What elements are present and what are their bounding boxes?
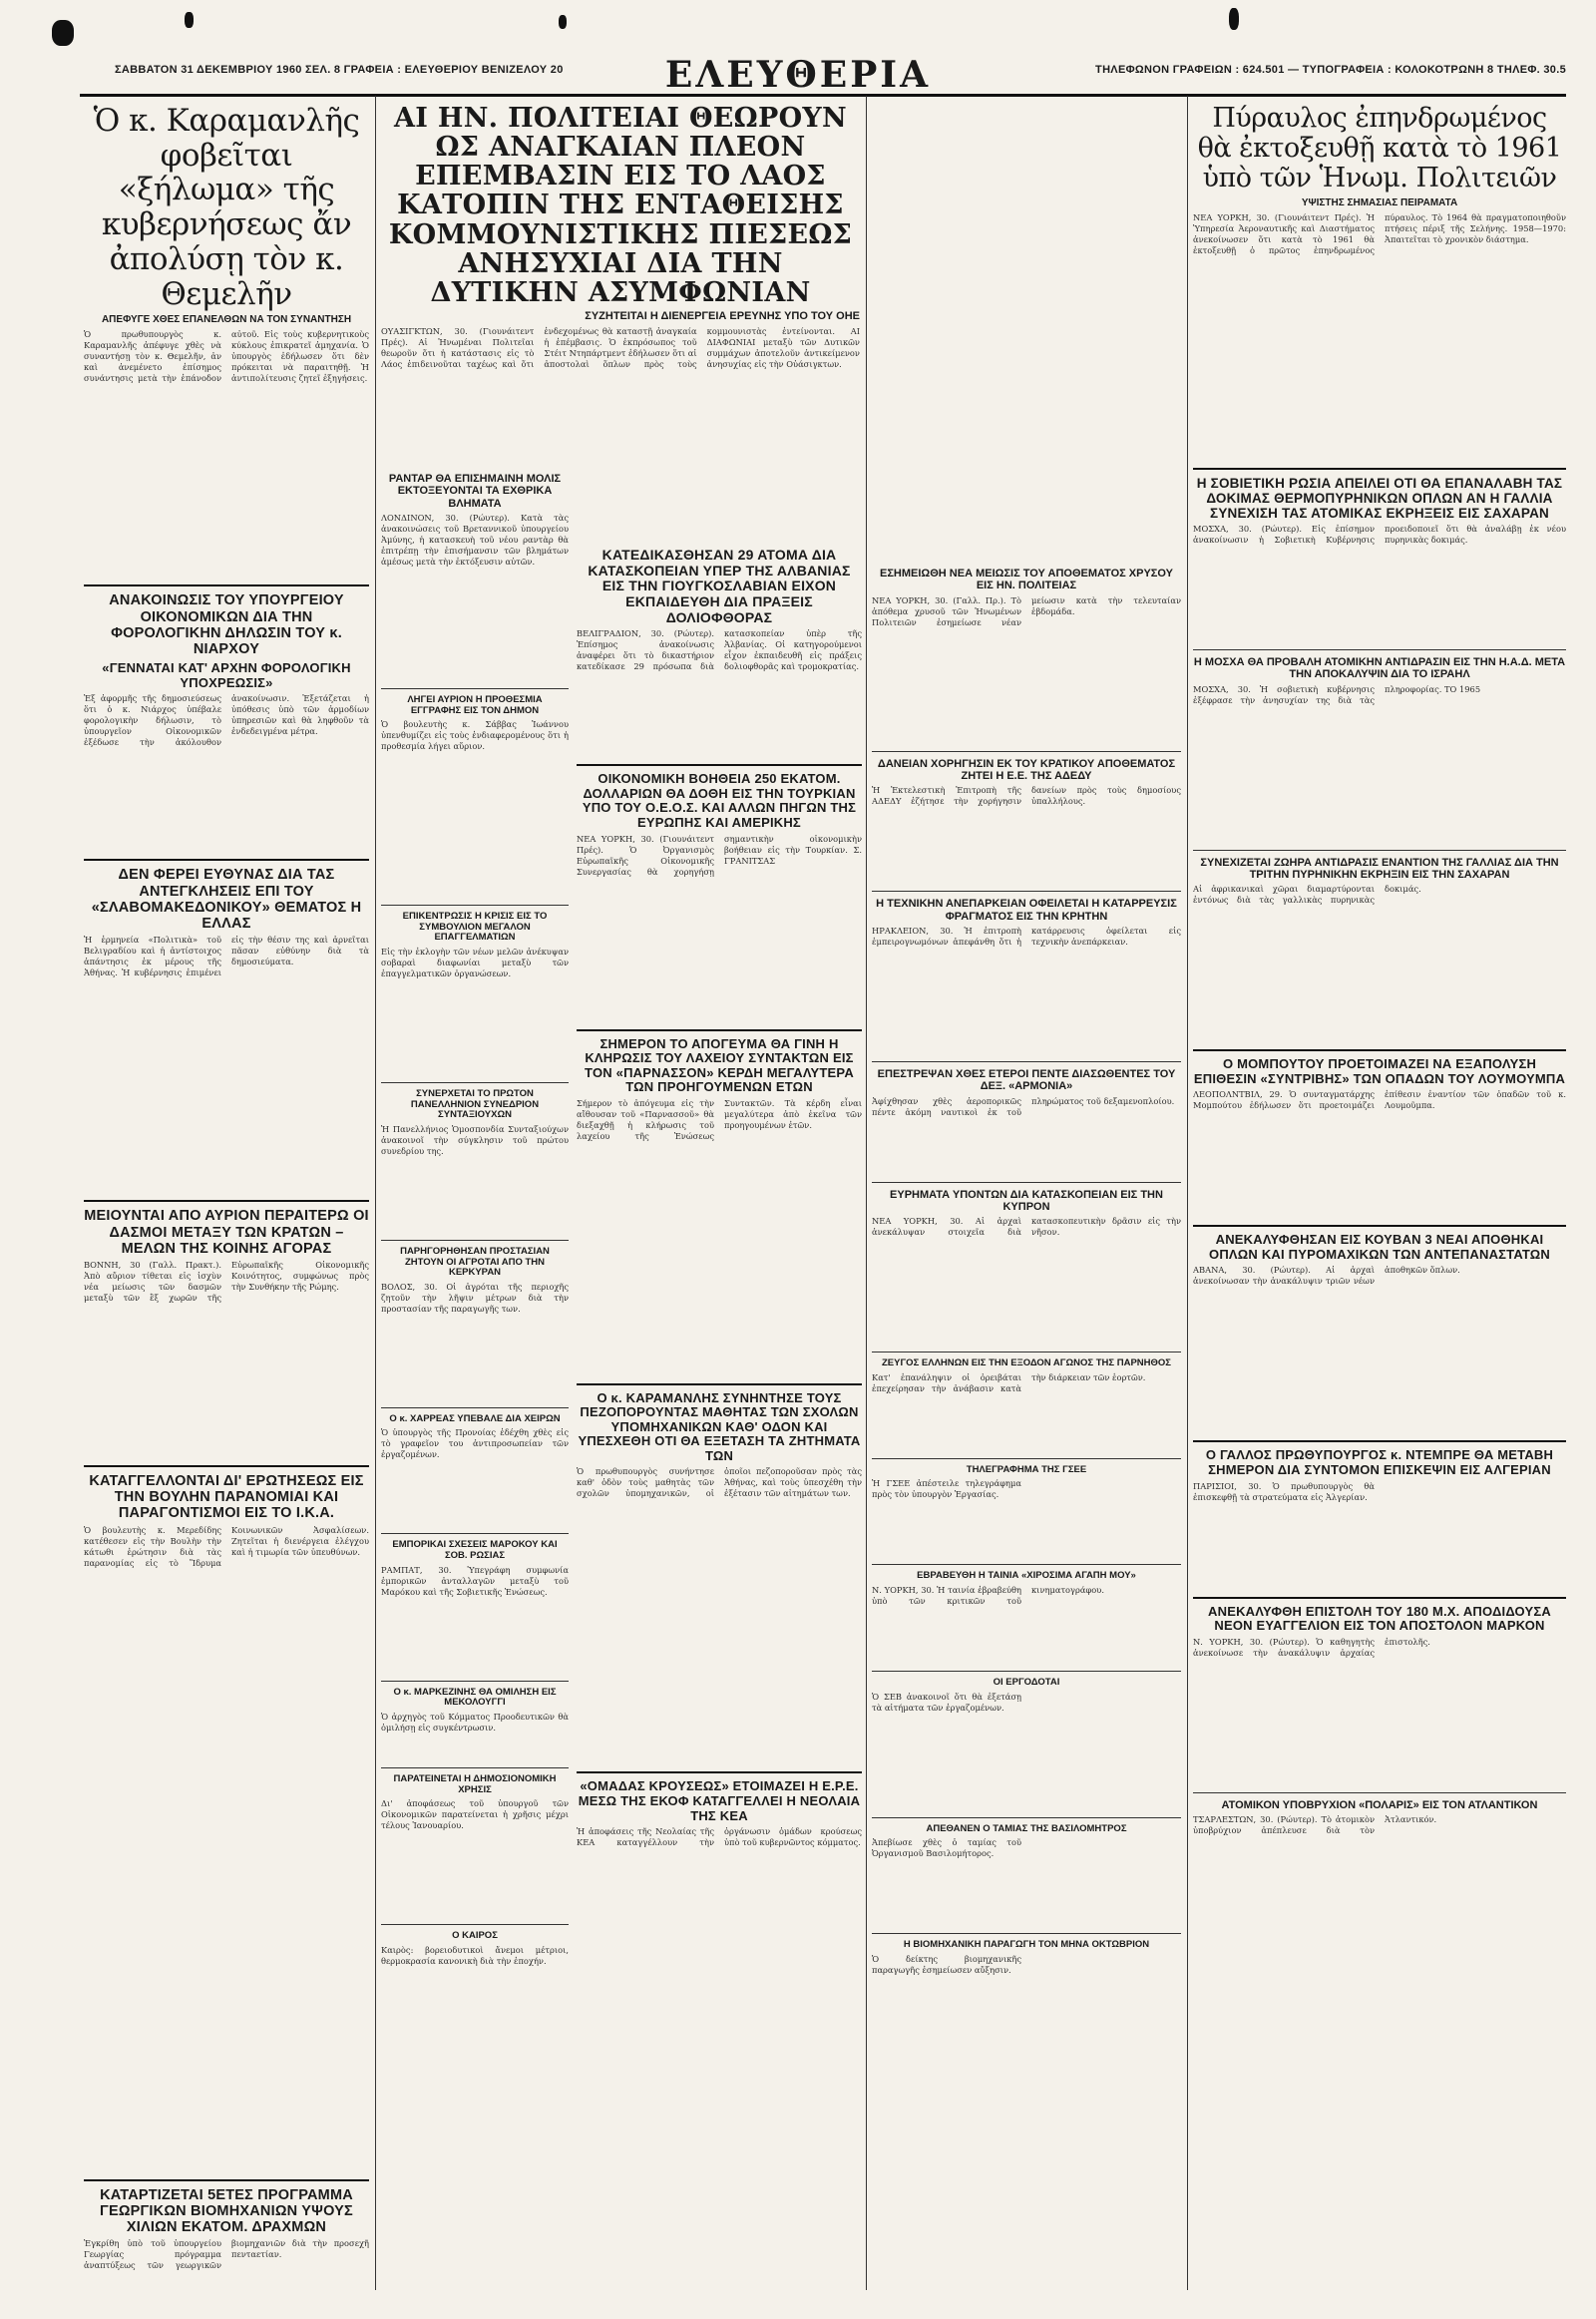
headline: ΕΠΙΚΕΝΤΡΩΣΙΣ Η ΚΡΙΣΙΣ ΕΙΣ ΤΟ ΣΥΜΒΟΥΛΙΟΝ ΜΕΓΑΛΟΝ ΕΠΑΓΓΕΛΜΑΤΙΩΝ xyxy=(402,911,548,944)
article-pensioners xyxy=(381,1089,569,1234)
article-body: Ὁ βουλευτὴς κ. Σάββας Ἰωάννου ὑπενθυμίζει εἰς τοὺς ἐνδιαφερομένους ὅτι ἡ προθεσμία λήγει αὔριον. xyxy=(381,719,569,752)
headline: Η ΜΟΣΧΑ ΘΑ ΠΡΟΒΑΛΗ ΑΤΟΜΙΚΗΝ ΑΝΤΙΔΡΑΣΙΝ ΕΙΣ ΤΗΝ Η.Α.Δ. ΜΕΤΑ ΤΗΝ ΑΠΟΚΑΛΥΨΙΝ ΔΙΑ ΤΟ ΙΣΡΑΗΛ xyxy=(1193,656,1566,681)
divider xyxy=(577,1771,862,1773)
divider xyxy=(381,1082,569,1083)
headline: ΕΣΗΜΕΙΩΘΗ ΝΕΑ ΜΕΙΩΣΙΣ ΤΟΥ ΑΠΟΘΕΜΑΤΟΣ ΧΡΥΣΟΥ ΕΙΣ ΗΝ. ΠΟΛΙΤΕΙΑΣ xyxy=(879,568,1173,592)
masthead-contact: ΤΗΛΕΦΩΝΟΝ ΓΡΑΦΕΙΩΝ : 624.501 — ΤΥΠΟΓΡΑΦΕΙΑ : ΚΟΛΟΚΟΤΡΩΝΗ 8 ΤΗΛΕΦ. 30.5 xyxy=(1095,64,1566,76)
article-manned-rocket xyxy=(1193,104,1566,462)
article-body: ΝΕΑ ΥΟΡΚΗ, 30. (Γιουνάιτεντ Πρές). Ὁ Ὀργανισμὸς Εὐρωπαϊκῆς Οἰκονομικῆς Συνεργασίας θὰ χορηγήσῃ σημαντικὴν οἰκονομικὴν βοήθειαν εἰς τὴν Τουρκίαν. Σ. ΓΡΑΝΙΤΣΑΣ xyxy=(577,833,862,877)
article-body: ΝΕΑ ΥΟΡΚΗ, 30. (Γαλλ. Πρ.). Τὸ ἀπόθεμα χρυσοῦ τῶν Ἡνωμένων Πολιτειῶν ἐσημείωσε νέαν μείωσιν κατὰ τὴν τελευταίαν ἑβδομάδα. xyxy=(872,594,1181,627)
ink-blot xyxy=(559,15,567,29)
subheadline: ΑΠΕΦΥΓΕ ΧΘΕΣ ΕΠΑΝΕΛΘΩΝ ΝΑ ΤΟΝ ΣΥΝΑΝΤΗΣΗ xyxy=(101,314,352,326)
headline: Ο κ. ΧΑΡΡΕΑΣ ΥΠΕΒΑΛΕ ΔΙΑ ΧΕΙΡΩΝ xyxy=(389,1412,561,1424)
article-body: Ἡ Πανελλήνιος Ὁμοσπονδία Συνταξιούχων ἀνακοινοῖ τὴν σύγκλησιν τοῦ πρώτου συνεδρίου της. xyxy=(381,1123,569,1156)
article-weather xyxy=(381,1931,569,2085)
article-body: Ἡ ἑρμηνεία «Πολιτικὰ» τοῦ Βελιγραδίου καὶ ἡ ἀντίστοιχος ἀπάντησις ἐκ μέρους τῆς Ἀθήνας. Ἡ κυβέρνησις ἐπιμένει εἰς τὴν θέσιν της καὶ ἀρνεῖται πᾶσαν εὐθύνην διὰ τὰ δημοσιεύματα. xyxy=(84,935,369,978)
article-body: Ὁ ἀρχηγὸς τοῦ Κόμματος Προοδευτικῶν θὰ ὁμιλήσῃ εἰς συγκέντρωσιν. xyxy=(381,1711,569,1733)
headline: ΣΥΝΕΧΙΖΕΤΑΙ ΖΩΗΡΑ ΑΝΤΙΔΡΑΣΙΣ ΕΝΑΝΤΙΟΝ ΤΗΣ ΓΑΛΛΙΑΣ ΔΙΑ ΤΗΝ ΤΡΙΤΗΝ ΠΥΡΗΝΙΚΗΝ ΕΚΡΗΞΙΝ ΕΙΣ ΤΗΝ ΣΑΧΑΡΑΝ xyxy=(1200,856,1559,881)
headline: ΕΜΠΟΡΙΚΑΙ ΣΧΕΣΕΙΣ ΜΑΡΟΚΟΥ ΚΑΙ ΣΟΒ. ΡΩΣΙΑΣ xyxy=(392,1539,558,1562)
article-body: Ὁ πρωθυπουργὸς κ. Καραμανλῆς ἀπέφυγε χθὲς νὰ συναντήσῃ τὸν κ. Θεμελῆν, ἀν καὶ ἀνεμένετο ἐπίσημος συνάντησις μετὰ τὴν ἐπάνοδον αὐτοῦ. Εἰς τοὺς κυβερνητικοὺς κύκλους ἐπικρατεῖ ἀμηχανία. Ὁ ὑπουργὸς ἐδήλωσεν ὅτι δὲν πρόκειται νὰ παραιτηθῇ. Ἡ ἀντιπολίτευσις ζητεῖ ἐξηγήσεις. xyxy=(84,329,369,384)
article-turkey-aid xyxy=(577,772,862,1022)
divider xyxy=(1193,1225,1566,1227)
ink-blot xyxy=(52,20,74,46)
article-espionage xyxy=(577,548,862,758)
divider xyxy=(84,1200,369,1202)
article-body: Ὁ ΣΕΒ ἀνακοινοῖ ὅτι θὰ ἐξετάσῃ τὰ αἰτήματα τῶν ἐργαζομένων. xyxy=(872,1691,1021,1713)
article-body: Ἡ ἀποφάσεις τῆς Νεολαίας τῆς ΚΕΑ καταγγέλλουν τὴν ὀργάνωσιν ὁμάδων κρούσεως ὑπὸ τοῦ κυβερνῶντος κόμματος. xyxy=(577,1826,862,1848)
article-farmers xyxy=(381,1247,569,1401)
headline: Ο κ. ΜΑΡΚΕΖΙΝΗΣ ΘΑ ΟΜΙΛΗΣΗ ΕΙΣ ΜΕΚΟΛΟΥΓΓΙ xyxy=(393,1686,557,1709)
article-common-market xyxy=(84,1208,369,1459)
masthead-date: ΣΑΒΒΑΤΟΝ 31 ΔΕΚΕΜΒΡΙΟΥ 1960 ΣΕΛ. 8 ΓΡΑΦΕΙΑ : ΕΛΕΥΘΕΡΙΟΥ ΒΕΝΙΖΕΛΟΥ 20 xyxy=(115,64,564,76)
divider xyxy=(381,1767,569,1768)
ink-blot xyxy=(1229,8,1239,30)
article-body: ΛΕΟΠΟΛΝΤΒΙΛ, 29. Ὁ συνταγματάρχης Μομπούτου ἐδήλωσεν ὅτι προετοιμάζει ἐπίθεσιν ἐναντίον τῶν ὀπαδῶν τοῦ κ. Λουμοῦμπα. xyxy=(1193,1089,1566,1111)
article-moscow-israel xyxy=(1193,656,1566,844)
article-body: Ὁ δείκτης βιομηχανικῆς παραγωγῆς ἐσημείωσεν αὔξησιν. xyxy=(872,1953,1021,1975)
article-body: Ἡ Ἐκτελεστικὴ Ἐπιτροπὴ τῆς ΑΔΕΔΥ ἐζήτησε τὴν χορήγησιν δανείων πρὸς τοὺς δημοσίους ὑπαλλήλους. xyxy=(872,785,1181,807)
divider xyxy=(381,1681,569,1682)
headline: ΚΑΤΕΔΙΚΑΣΘΗΣΑΝ 29 ΑΤΟΜΑ ΔΙΑ ΚΑΤΑΣΚΟΠΕΙΑΝ ΥΠΕΡ ΤΗΣ ΑΛΒΑΝΙΑΣ ΕΙΣ ΤΗΝ ΓΙΟΥΓΚΟΣΛΑΒΙΑΝ ΕΙΧΟΝ ΕΚΠΑΙΔΕΥΘΗ ΔΙΑ ΠΡΑΞΕΙΣ ΔΟΛΙΟΦΘΟΡΑΣ xyxy=(588,547,851,625)
article-harmonia xyxy=(872,1068,1181,1176)
headline: ΔΑΝΕΙΑΝ ΧΟΡΗΓΗΣΙΝ ΕΚ ΤΟΥ ΚΡΑΤΙΚΟΥ ΑΠΟΘΕΜΑΤΟΣ ΖΗΤΕΙ Η Ε.Ε. ΤΗΣ ΑΔΕΔΥ xyxy=(877,757,1176,782)
masthead xyxy=(0,54,1596,96)
article-body: Ἀπεβίωσε χθὲς ὁ ταμίας τοῦ Ὀργανισμοῦ Βασιλομήτορος. xyxy=(872,1837,1021,1859)
article-body: Ὁ βουλευτὴς κ. Μερεδίδης κατέθεσεν εἰς τὴν Βουλὴν τὴν κάτωθι ἐρώτησιν διὰ τὰς παρανομίας εἰς τὸ Ἵδρυμα Κοινωνικῶν Ἀσφαλίσεων. Ζητεῖται ἡ διενέργεια ἐλέγχου καὶ ἡ τιμωρία τῶν ὑπευθύνων. xyxy=(84,1524,369,1568)
divider xyxy=(381,1407,569,1408)
headline: ΕΠΕΣΤΡΕΨΑΝ ΧΘΕΣ ΕΤΕΡΟΙ ΠΕΝΤΕ ΔΙΑΣΩΘΕΝΤΕΣ ΤΟΥ ΔΕΞ. «ΑΡΜΟΝΙΑ» xyxy=(877,1067,1176,1093)
column-center-left xyxy=(381,469,569,2294)
article-soviet-tests xyxy=(1193,476,1566,643)
divider xyxy=(872,1671,1181,1672)
article-cuba xyxy=(1193,1233,1566,1434)
divider xyxy=(577,764,862,766)
column-right xyxy=(1193,100,1566,2294)
headline: ΖΕΥΓΟΣ ΕΛΛΗΝΩΝ ΕΙΣ ΤΗΝ ΕΞΟΔΟΝ ΑΓΩΝΟΣ ΤΗΣ ΠΑΡΝΗΘΟΣ xyxy=(882,1357,1171,1369)
article-body: Ν. ΥΟΡΚΗ, 30. (Ρώυτερ). Ὁ καθηγητὴς ἀνεκοίνωσε τὴν ἀνακάλυψιν ἀρχαίας ἐπιστολῆς. xyxy=(1193,1636,1430,1658)
article-gsee xyxy=(872,1465,1181,1559)
article-body: ΠΑΡΙΣΙΟΙ, 30. Ὁ πρωθυπουργὸς θὰ ἐπισκεφθῇ τὰ στρατεύματα εἰς Ἀλγερίαν. xyxy=(1193,1480,1375,1502)
divider xyxy=(1193,1792,1566,1793)
article-body: ΡΑΜΠΑΤ, 30. Ὑπεγράφη συμφωνία ἐμπορικῶν ἀνταλλαγῶν μεταξὺ τοῦ Μαρόκου καὶ τῆς Σοβιετικῆς Ἑνώσεως. xyxy=(381,1564,569,1597)
article-body: ΜΟΣΧΑ, 30. (Ρώυτερ). Εἰς ἐπίσημον ἀνακοίνωσιν ἡ Σοβιετικὴ Κυβέρνησις προειδοποιεῖ ὅτι θὰ ἀναλάβῃ ἐκ νέου πυρηνικὰς δοκιμάς. xyxy=(1193,524,1566,546)
headline: ΤΗΛΕΓΡΑΦΗΜΑ ΤΗΣ ΓΣΕΕ xyxy=(966,1463,1087,1475)
article-radar xyxy=(381,473,569,682)
headline: ΑΝΕΚΑΛΥΦΘΗ ΕΠΙΣΤΟΛΗ ΤΟΥ 180 Μ.Χ. ΑΠΟΔΙΔΟΥΣΑ ΝΕΟΝ ΕΥΑΓΓΕΛΙΟΝ ΕΙΣ ΤΟΝ ΑΠΟΣΤΟΛΟΝ ΜΑΡΚΟΝ xyxy=(1208,1603,1551,1634)
divider xyxy=(872,751,1181,752)
headline: «ΟΜΑΔΑΣ ΚΡΟΥΣΕΩΣ» ΕΤΟΙΜΑΖΕΙ Η Ε.Ρ.Ε. ΜΕΣΩ ΤΗΣ ΕΚΟΦ ΚΑΤΑΓΓΕΛΛΕΙ Η ΝΕΟΛΑΙΑ ΤΗΣ ΚΕΑ xyxy=(578,1778,861,1823)
lead-story xyxy=(381,100,860,459)
headline: ΡΑΝΤΑΡ ΘΑ ΕΠΙΣΗΜΑΙΝΗ ΜΟΛΙΣ ΕΚΤΟΞΕΥΟΝΤΑΙ ΤΑ ΕΧΘΡΙΚΑ ΒΛΗΜΑΤΑ xyxy=(388,473,562,510)
headline: ΚΑΤΑΓΓΕΛΛΟΝΤΑΙ ΔΙ' ΕΡΩΤΗΣΕΩΣ ΕΙΣ ΤΗΝ ΒΟΥΛΗΝ ΠΑΡΑΝΟΜΙΑΙ ΚΑΙ ΠΑΡΑΓΟΝΤΙΣΜΟΙ ΕΙΣ ΤΟ Ι.Κ.Α. xyxy=(89,1472,364,1522)
article-debre xyxy=(1193,1448,1566,1590)
headline: Ο κ. ΚΑΡΑΜΑΝΛΗΣ ΣΥΝΗΝΤΗΣΕ ΤΟΥΣ ΠΕΖΟΠΟΡΟΥΝΤΑΣ ΜΑΘΗΤΑΣ ΤΩΝ ΣΧΟΛΩΝ ΥΠΟΜΗΧΑΝΙΚΩΝ ΚΑΘ' ΟΔΟΝ ΚΑΙ ΥΠΕΣΧΕΘΗ ΟΤΙ ΘΑ ΕΞΕΤΑΣΗ ΤΑ ΖΗΤΗΜΑΤΑ ΤΩΝ xyxy=(578,1389,861,1463)
article-gold-reserve xyxy=(872,568,1181,745)
article-agri-program xyxy=(84,2187,369,2294)
article-body: ΒΕΛΙΓΡΑΔΙΟΝ, 30. (Ρώυτερ). Ἐπίσημος ἀνακοίνωσις ἀναφέρει ὅτι τὸ δικαστήριον κατεδίκασε 29 πρόσωπα διὰ κατασκοπείαν ὑπὲρ τῆς Ἀλβανίας. Οἱ κατηγορούμενοι εἶχον ἐκπαιδευθῆ εἰς πράξεις δολιοφθορᾶς καὶ τρομοκρατίας. xyxy=(577,628,862,672)
article-parnitha xyxy=(872,1358,1181,1452)
divider xyxy=(872,1564,1181,1565)
headline: Ο ΓΑΛΛΟΣ ΠΡΩΘΥΠΟΥΡΓΟΣ κ. ΝΤΕΜΠΡΕ ΘΑ ΜΕΤΑΒΗ ΣΗΜΕΡΟΝ ΔΙΑ ΣΥΝΤΟΜΟΝ ΕΠΙΣΚΕΨΙΝ ΕΙΣ ΑΛΓΕΡΙΑΝ xyxy=(1205,1447,1554,1478)
article-mobutu xyxy=(1193,1057,1566,1219)
headline: ΣΥΝΕΡΧΕΤΑΙ ΤΟ ΠΡΩΤΟΝ ΠΑΝΕΛΛΗΝΙΟΝ ΣΥΝΕΔΡΙΟΝ ΣΥΝΤΑΞΙΟΥΧΩΝ xyxy=(410,1088,540,1121)
headline: Η ΣΟΒΙΕΤΙΚΗ ΡΩΣΙΑ ΑΠΕΙΛΕΙ ΟΤΙ ΘΑ ΕΠΑΝΑΛΑΒΗ ΤΑΣ ΔΟΚΙΜΑΣ ΘΕΡΜΟΠΥΡΗΝΙΚΩΝ ΟΠΛΩΝ ΑΝ Η ΓΑΛΛΙΑ ΣΥΝΕΧΙΣΗ ΤΑΣ ΑΤΟΜΙΚΑΣ ΕΚΡΗΞΕΙΣ ΕΙΣ ΣΑΧΑΡΑΝ xyxy=(1196,475,1563,521)
lead-subheadline: ΣΥΖΗΤΕΙΤΑΙ Η ΔΙΕΝΕΡΓΕΙΑ ΕΡΕΥΝΗΣ ΥΠΟ ΤΟΥ ΟΗΕ xyxy=(585,310,860,323)
headline: Πύραυλος ἐπηνδρωμένος θὰ ἐκτοξευθῇ κατὰ τὸ 1961 ὑπὸ τῶν Ἡνωμ. Πολιτειῶν xyxy=(1197,103,1562,194)
divider xyxy=(872,1933,1181,1934)
masthead-rule xyxy=(80,94,1566,97)
article-body: ΒΟΛΟΣ, 30. Οἱ ἀγρόται τῆς περιοχῆς ζητοῦν τὴν λῆψιν μέτρων διὰ τὴν προστασίαν τῆς παραγωγῆς των. xyxy=(381,1281,569,1314)
divider xyxy=(872,1182,1181,1183)
article-body: Αἱ ἀφρικανικαὶ χῶραι διαμαρτύρονται ἐντόνως διὰ τὰς γαλλικὰς πυρηνικὰς δοκιμάς. xyxy=(1193,884,1421,906)
article-sahara xyxy=(1193,857,1566,1044)
article-students xyxy=(577,1391,862,1766)
divider xyxy=(872,1458,1181,1459)
headline-second: «ΓΕΝΝΑΤΑΙ ΚΑΤ' ΑΡΧΗΝ ΦΟΡΟΛΟΓΙΚΗ ΥΠΟΧΡΕΩΣΙΣ» xyxy=(102,660,351,690)
article-dam-collapse xyxy=(872,898,1181,1055)
divider xyxy=(872,1817,1181,1818)
article-body: ΝΕΑ ΥΟΡΚΗ, 30. Αἱ ἀρχαὶ ἀνεκάλυψαν στοιχεῖα διὰ κατασκοπευτικὴν δρᾶσιν εἰς τὴν νῆσον. xyxy=(872,1216,1181,1238)
column-left xyxy=(84,100,369,2294)
article-body: Ὁ πρωθυπουργὸς συνήντησε καθ' ὁδὸν τοὺς μαθητὰς τῶν σχολῶν ὑπομηχανικῶν, οἱ ὁποῖοι πεζοποροῦσαν πρὸς τὰς Ἀθήνας, καὶ τοὺς ὑπεσχέθη τὴν ἐξέτασιν τῶν αἰτημάτων των. xyxy=(577,1466,862,1499)
divider xyxy=(381,1924,569,1925)
divider xyxy=(1193,1440,1566,1442)
article-body: ΛΟΝΔΙΝΟΝ, 30. (Ρώυτερ). Κατὰ τὰς ἀνακοινώσεις τοῦ Βρεταννικοῦ ὑπουργείου Ἀμύνης, ἡ κατασκευὴ τοῦ νέου ραντὰρ θὰ ἐπιτρέπῃ τὴν ἐπισήμανσιν τῶν βλημάτων ἀμέσως μετὰ τὴν ἐκτόξευσιν αὐτῶν. xyxy=(381,512,569,567)
divider xyxy=(1193,1049,1566,1051)
headline: Ὁ κ. Καραμανλῆς φοβεῖται «ξήλωμα» τῆς κυβερνήσεως ἄν ἀπολύσῃ τὸν κ. Θεμελῆν xyxy=(93,103,360,312)
divider xyxy=(872,1061,1181,1062)
divider xyxy=(577,1383,862,1385)
article-treasurer xyxy=(872,1824,1181,1928)
headline: ΠΑΡΑΤΕΙΝΕΤΑΙ Η ΔΗΜΟΣΙΟΝΟΜΙΚΗ ΧΡΗΣΙΣ xyxy=(393,1772,557,1795)
divider xyxy=(84,584,369,586)
column-rule xyxy=(1187,96,1188,2290)
headline: ΑΠΕΘΑΝΕΝ Ο ΤΑΜΙΑΣ ΤΗΣ ΒΑΣΙΛΟΜΗΤΡΟΣ xyxy=(926,1822,1127,1834)
divider xyxy=(381,905,569,906)
article-gospel-letter xyxy=(1193,1605,1566,1786)
article-body: Ἐξ ἀφορμῆς τῆς δημοσιεύσεως ὅτι ὁ κ. Νιάρχος ὑπέβαλε φορολογικὴν δήλωσιν, τὸ ὑπουργεῖον Οἰκονομικῶν ἐξέδωσε τὴν ἀκόλουθον ἀνακοίνωσιν. Ἐξετάζεται ἡ ὑπόθεσις ὑπὸ τῶν ἁρμοδίων ὑπηρεσιῶν καὶ θὰ ληφθοῦν τὰ ἐνδεδειγμένα μέτρα. xyxy=(84,693,369,748)
article-body: Ὁ ὑπουργὸς τῆς Προνοίας ἐδέχθη χθὲς εἰς τὸ γραφεῖον του ἀντιπροσωπείαν τῶν ἐργαζομένων. xyxy=(381,1427,569,1460)
headline: ΠΑΡΗΓΟΡΗΘΗΣΑΝ ΠΡΟΣΤΑΣΙΑΝ ΖΗΤΟΥΝ ΟΙ ΑΓΡΟΤΑΙ ΑΠΟ ΤΗΝ ΚΕΡΚΥΡΑΝ xyxy=(400,1245,550,1279)
article-body: Κατ' ἐπανάληψιν οἱ ὀρειβάται ἐπεχείρησαν τὴν ἀνάβασιν κατὰ τὴν διάρκειαν τῶν ἑορτῶν. xyxy=(872,1371,1146,1393)
article-strike-groups xyxy=(577,1779,862,2086)
newspaper-title: ΕΛΕΥΘΕΡΙΑ xyxy=(664,54,932,96)
headline: ΛΗΓΕΙ ΑΥΡΙΟΝ Η ΠΡΟΘΕΣΜΙΑ ΕΓΓΡΑΦΗΣ ΕΙΣ ΤΟΝ ΔΗΜΟΝ xyxy=(407,693,543,716)
divider xyxy=(1193,468,1566,470)
article-council-crisis xyxy=(381,912,569,1076)
divider xyxy=(1193,850,1566,851)
lead-headline: ΑΙ ΗΝ. ΠΟΛΙΤΕΙΑΙ ΘΕΩΡΟΥΝ ΩΣ ΑΝΑΓΚΑΙΑΝ ΠΛΕΟΝ ΕΠΕΜΒΑΣΙΝ ΕΙΣ ΤΟ ΛΑΟΣ ΚΑΤΟΠΙΝ ΤΗΣ ΕΝΤΑΘΕΙΣΗΣ ΚΟΜΜΟΥΝΙΣΤΙΚΗΣ ΠΙΕΣΕΩΣ ΑΝΗΣΥΧΙΑΙ ΔΙΑ ΤΗΝ ΔΥΤΙΚΗΝ ΑΣΥΜΦΩΝΙΑΝ xyxy=(388,103,853,308)
article-budget xyxy=(381,1774,569,1918)
article-morocco xyxy=(381,1540,569,1674)
article-employers xyxy=(872,1678,1181,1811)
article-adedy xyxy=(872,758,1181,886)
article-ika xyxy=(84,1473,369,2173)
headline: ΔΕΝ ΦΕΡΕΙ ΕΥΘΥΝΑΣ ΔΙΑ ΤΑΣ ΑΝΤΕΓΚΛΗΣΕΙΣ ΕΠΙ ΤΟΥ «ΣΛΑΒΟΜΑΚΕΔΟΝΙΚΟΥ» ΘΕΜΑΤΟΣ Η ΕΛΛΑΣ xyxy=(91,867,362,933)
lead-body: ΟΥΑΣΙΓΚΤΩΝ, 30. (Γιουνάιτεντ Πρές). Αἱ Ἡνωμέναι Πολιτεῖαι θεωροῦν ὅτι ἡ κατάστασις εἰς τὸ Λάος ἐπιδεινοῦται ταχέως καὶ ὅτι ἐνδεχομένως θὰ καταστῇ ἀναγκαία ἡ ἐπέμβασις. Ὁ ἐκπρόσωπος τοῦ Στέιτ Ντηπάρτμεντ ἐδήλωσεν ὅτι αἱ ἀποστολαὶ ὅπλων πρὸς τοὺς κομμουνιστὰς ἐντείνονται. ΑΙ ΔΙΑΦΩΝΙΑΙ μεταξὺ τῶν Δυτικῶν συμμάχων ἀποτελοῦν ἀντικείμενον ἀνησυχίας εἰς τὴν Οὐάσιγκτων. xyxy=(381,326,860,370)
headline: Ο ΜΟΜΠΟΥΤΟΥ ΠΡΟΕΤΟΙΜΑΖΕΙ ΝΑ ΕΞΑΠΟΛΥΣΗ ΕΠΙΘΕΣΙΝ «ΣΥΝΤΡΙΒΗΣ» ΤΩΝ ΟΠΑΔΩΝ ΤΟΥ ΛΟΥΜΟΥΜΠΑ xyxy=(1193,1056,1566,1086)
article-markezinis xyxy=(381,1688,569,1761)
headline: ΑΝΑΚΟΙΝΩΣΙΣ ΤΟΥ ΥΠΟΥΡΓΕΙΟΥ ΟΙΚΟΝΟΜΙΚΩΝ ΔΙΑ ΤΗΝ ΦΟΡΟΛΟΓΙΚΗΝ ΔΗΛΩΣΙΝ ΤΟΥ κ. ΝΙΑΡΧΟΥ xyxy=(109,592,344,658)
column-center-right xyxy=(872,564,1181,2289)
article-body: ΝΕΑ ΥΟΡΚΗ, 30. (Γιουνάιτεντ Πρές). Ἡ Ὑπηρεσία Ἀεροναυτικῆς καὶ Διαστήματος ἀνεκοίνωσεν ὅτι κατὰ τὸ 1961 θὰ ἐκτοξευθῇ ὁ πρῶτος ἐπηνδρωμένος πύραυλος. Τὸ 1964 θὰ πραγματοποιηθοῦν πτήσεις πέριξ τῆς Σελήνης. 1958—1970: Ἀπαιτεῖται τὸ χρονικὸν διάστημα. xyxy=(1193,211,1566,255)
article-cyprus xyxy=(872,1189,1181,1347)
article-body: ΤΣΑΡΛΕΣΤΩΝ, 30. (Ρώυτερ). Τὸ ἀτομικὸν ὑποβρύχιον ἀπέπλευσε διὰ τὸν Ἀτλαντικόν. xyxy=(1193,1813,1437,1835)
article-body: Δι' ἀποφάσεως τοῦ ὑπουργοῦ τῶν Οἰκονομικῶν παρατείνεται ἡ χρῆσις μέχρι τέλους Ἰανουαρίου. xyxy=(381,1798,569,1831)
article-body: Ἀφίχθησαν χθὲς ἀεροπορικῶς πέντε ἀκόμη ναυτικοὶ ἐκ τοῦ πληρώματος τοῦ δεξαμενοπλοίου. xyxy=(872,1095,1175,1117)
divider xyxy=(381,688,569,689)
headline: ΑΝΕΚΑΛΥΦΘΗΣΑΝ ΕΙΣ ΚΟΥΒΑΝ 3 ΝΕΑΙ ΑΠΟΘΗΚΑΙ ΟΠΛΩΝ ΚΑΙ ΠΥΡΟΜΑΧΙΚΩΝ ΤΩΝ ΑΝΤΕΠΑΝΑΣΤΑΤΩΝ xyxy=(1209,1232,1550,1262)
divider xyxy=(381,1533,569,1534)
divider xyxy=(381,1240,569,1241)
headline: ΚΑΤΑΡΤΙΖΕΤΑΙ 5ΕΤΕΣ ΠΡΟΓΡΑΜΜΑ ΓΕΩΡΓΙΚΩΝ ΒΙΟΜΗΧΑΝΙΩΝ ΥΨΟΥΣ ΧΙΛΙΩΝ ΕΚΑΤΟΜ. ΔΡΑΧΜΩΝ xyxy=(100,2186,353,2236)
article-lottery xyxy=(577,1037,862,1377)
divider xyxy=(577,1029,862,1031)
article-body: ΜΟΣΧΑ, 30. Ἡ σοβιετικὴ κυβέρνησις ἐξέφρασε τὴν ἀνησυχίαν της διὰ τὰς πληροφορίας. ΤΟ 1965 xyxy=(1193,683,1481,705)
article-body: Ν. ΥΟΡΚΗ, 30. Ἡ ταινία ἐβραβεύθη ὑπὸ τῶν κριτικῶν τοῦ κινηματογράφου. xyxy=(872,1585,1104,1606)
headline: ΟΙ ΕΡΓΟΔΟΤΑΙ xyxy=(993,1677,1060,1688)
article-body: Καιρὸς: βορειοδυτικοὶ ἄνεμοι μέτριοι, θερμοκρασία κανονικὴ διὰ τὴν ἐποχήν. xyxy=(381,1944,569,1966)
headline: ΑΤΟΜΙΚΟΝ ΥΠΟΒΡΥΧΙΟΝ «ΠΟΛΑΡΙΣ» ΕΙΣ ΤΟΝ ΑΤΛΑΝΤΙΚΟΝ xyxy=(1221,1798,1538,1811)
headline: ΕΒΡΑΒΕΥΘΗ Η ΤΑΙΝΙΑ «ΧΙΡΟΣΙΜΑ ΑΓΑΠΗ ΜΟΥ» xyxy=(917,1570,1136,1582)
article-charreas xyxy=(381,1414,569,1528)
headline: ΣΗΜΕΡΟΝ ΤΟ ΑΠΟΓΕΥΜΑ ΘΑ ΓΙΝΗ Η ΚΛΗΡΩΣΙΣ ΤΟΥ ΛΑΧΕΙΟΥ ΣΥΝΤΑΚΤΩΝ ΕΙΣ ΤΟΝ «ΠΑΡΝΑΣΣΟΝ» ΚΕΡΔΗ ΜΕΓΑΛΥΤΕΡΑ ΤΩΝ ΠΡΟΗΓΟΥΜΕΝΩΝ ΕΤΩΝ xyxy=(585,1035,854,1095)
headline: Η ΤΕΧΝΙΚΗΝ ΑΝΕΠΑΡΚΕΙΑΝ ΟΦΕΙΛΕΤΑΙ Η ΚΑΤΑΡΡΕΥΣΙΣ ΦΡΑΓΜΑΤΟΣ ΕΙΣ ΤΗΝ ΚΡΗΤΗΝ xyxy=(876,898,1177,923)
headline: ΕΥΡΗΜΑΤΑ ΥΠΟΝΤΩΝ ΔΙΑ ΚΑΤΑΣΚΟΠΕΙΑΝ ΕΙΣ ΤΗΝ ΚΥΠΡΟΝ xyxy=(890,1188,1163,1213)
article-karamanlis-themelis xyxy=(84,104,369,579)
article-body: ΗΡΑΚΛΕΙΟΝ, 30. Ἡ ἐπιτροπὴ ἐμπειρογνωμόνων ἀπεφάνθη ὅτι ἡ κατάρρευσις ὀφείλεται εἰς τεχνικὴν ἀνεπάρκειαν. xyxy=(872,925,1181,947)
column-rule xyxy=(866,96,867,2290)
article-hiroshima xyxy=(872,1571,1181,1665)
article-body: ΒΟΝΝΗ, 30 (Γαλλ. Πρακτ.). Ἀπὸ αὔριον τίθεται εἰς ἰσχὺν νέα μείωσις τῶν δασμῶν μεταξὺ τῶν ἓξ χωρῶν τῆς Εὐρωπαϊκῆς Οἰκονομικῆς Κοινότητος, συμφώνως πρὸς τὴν Συνθήκην τῆς Ρώμης. xyxy=(84,1259,369,1303)
article-body: Εἰς τὴν ἐκλογὴν τῶν νέων μελῶν ἀνέκυψαν σοβαραὶ διαφωνίαι μεταξὺ τῶν ἐπαγγελματικῶν ὀργανώσεων. xyxy=(381,947,569,979)
headline: ΜΕΙΟΥΝΤΑΙ ΑΠΟ ΑΥΡΙΟΝ ΠΕΡΑΙΤΕΡΩ ΟΙ ΔΑΣΜΟΙ ΜΕΤΑΞΥ ΤΩΝ ΚΡΑΤΩΝ – ΜΕΛΩΝ ΤΗΣ ΚΟΙΝΗΣ ΑΓΟΡΑΣ xyxy=(84,1208,369,1257)
divider xyxy=(84,2179,369,2181)
headline: Η ΒΙΟΜΗΧΑΝΙΚΗ ΠΑΡΑΓΩΓΗ ΤΟΝ ΜΗΝΑ ΟΚΤΩΒΡΙΟΝ xyxy=(903,1939,1150,1951)
article-body: Ἡ ΓΣΕΕ ἀπέστειλε τηλεγράφημα πρὸς τὸν ὑπουργὸν Ἐργασίας. xyxy=(872,1478,1021,1500)
article-polaris xyxy=(1193,1799,1566,1974)
column-center xyxy=(577,544,862,2289)
headline: ΟΙΚΟΝΟΜΙΚΗ ΒΟΗΘΕΙΑ 250 ΕΚΑΤΟΜ. ΔΟΛΛΑΡΙΩΝ ΘΑ ΔΟΘΗ ΕΙΣ ΤΗΝ ΤΟΥΡΚΙΑΝ ΥΠΟ ΤΟΥ Ο.Ε.Ο.Σ. ΚΑΙ ΑΛΛΩΝ ΠΗΓΩΝ ΤΗΣ ΕΥΡΩΠΗΣ ΚΑΙ ΑΜΕΡΙΚΗΣ xyxy=(582,771,857,830)
article-slavomacedonian xyxy=(84,867,369,1194)
article-registration xyxy=(381,695,569,899)
divider xyxy=(1193,649,1566,650)
divider xyxy=(84,1465,369,1467)
divider xyxy=(1193,1597,1566,1599)
subheadline: ΥΨΙΣΤΗΣ ΣΗΜΑΣΙΑΣ ΠΕΙΡΑΜΑΤΑ xyxy=(1301,196,1458,208)
divider xyxy=(872,891,1181,892)
article-industry xyxy=(872,1940,1181,2094)
column-rule xyxy=(375,96,376,2290)
divider xyxy=(872,1352,1181,1353)
headline: Ο ΚΑΙΡΟΣ xyxy=(452,1930,498,1942)
divider xyxy=(84,859,369,861)
article-niarchos-tax xyxy=(84,592,369,853)
ink-blot xyxy=(185,12,194,28)
article-body: ΑΒΑΝΑ, 30. (Ρώυτερ). Αἱ ἀρχαὶ ἀνεκοίνωσαν τὴν ἀνακάλυψιν τριῶν νέων ἀποθηκῶν ὅπλων. xyxy=(1193,1265,1460,1287)
article-body: Σήμερον τὸ ἀπόγευμα εἰς τὴν αἴθουσαν τοῦ «Παρνασσοῦ» θὰ διεξαχθῇ ἡ κλήρωσις τοῦ λαχείου τῆς Ἑνώσεως Συντακτῶν. Τὰ κέρδη εἶναι μεγαλύτερα ἀπὸ ἐκεῖνα τῶν προηγουμένων ἐτῶν. xyxy=(577,1097,862,1141)
article-body: Ἐγκρίθη ὑπὸ τοῦ ὑπουργείου Γεωργίας πρόγραμμα ἀναπτύξεως τῶν γεωργικῶν βιομηχανιῶν διὰ τὴν προσεχῆ πενταετίαν. xyxy=(84,2238,369,2271)
